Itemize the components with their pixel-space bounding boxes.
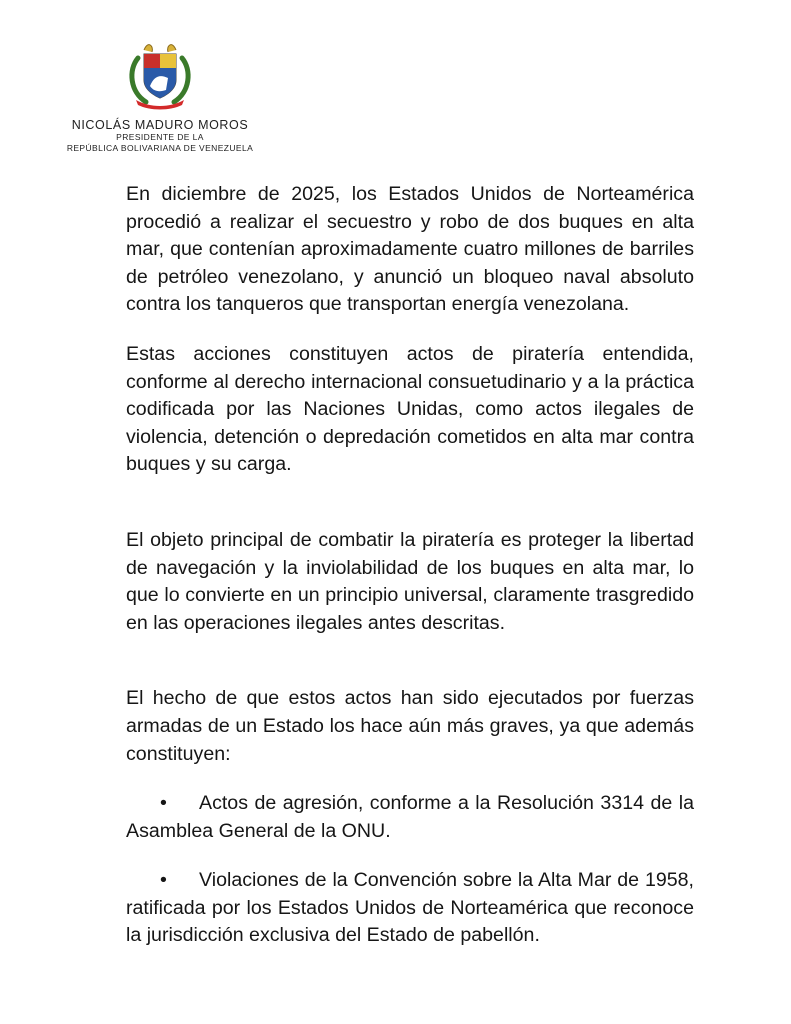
- list-item: [126, 867, 694, 950]
- paragraph-2: Estas acciones constituyen actos de piratería entendida, conforme al derecho internacional consuetudinario y a la práctica codificada por las Naciones Unidas, como actos ilegales de violencia, detención o depredación cometidos en alta mar contra buques y su carga.: [126, 342, 694, 476]
- paragraph-1: En diciembre de 2025, los Estados Unidos de Norteamérica procedió a realizar el secuestro y robo de dos buques en alta mar, que contenían aproximadamente cuatro millones de barriles de petróleo venezolano, y anunció un bloqueo naval absoluto contra los tanqueros que transportan energía venezolana.: [126, 183, 694, 316]
- bullet-dot: •: [160, 792, 167, 815]
- paragraph-3: El objeto principal de combatir la piratería es proteger la libertad de navegación y la inviolabilidad de los buques en alta mar, lo que lo convierte en un principio universal, claramente trasgredido en las operaciones ilegales antes descritas.: [126, 528, 694, 634]
- list-item: [126, 790, 694, 845]
- document-body: [126, 181, 694, 950]
- coat-of-arms-venezuela-icon: [124, 36, 196, 110]
- paragraph-4: El hecho de que estos actos han sido ejecutados por fuerzas armadas de un Estado los hace aún más graves, ya que además constituyen:: [126, 687, 694, 765]
- president-title-line-1: PRESIDENTE DE LA: [116, 132, 204, 142]
- letterhead: [60, 36, 260, 154]
- president-name: NICOLÁS MADURO MOROS: [71, 118, 249, 132]
- bullet-text-1: Actos de agresión, conforme a la Resolución 3314 de la Asamblea General de la ONU.: [126, 792, 694, 842]
- bullet-text-2: Violaciones de la Convención sobre la Alta Mar de 1958, ratificada por los Estados Unidos de Norteamérica que reconoce la jurisdicción exclusiva del Estado de pabellón.: [126, 869, 694, 947]
- president-title-line-2: REPÚBLICA BOLIVARIANA DE VENEZUELA: [66, 143, 254, 153]
- bullet-dot: •: [160, 869, 167, 892]
